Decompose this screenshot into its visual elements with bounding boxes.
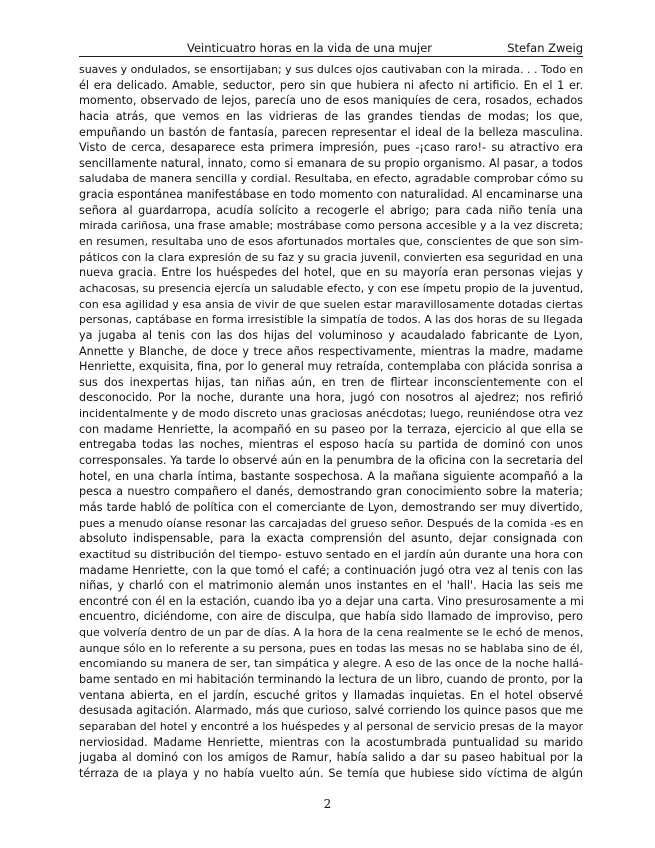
text-line: en resumen, resultaba uno de esos afortunados mortales que, conscientes de que son sim- xyxy=(79,235,584,249)
text-line: encomiando su manera de ser, tan simpática y alegre. A eso de las once de la noche hallá- xyxy=(79,657,584,671)
text-line: corresponsales. Ya tarde lo observé aún en la penumbra de la oficina con la secretaria del xyxy=(79,454,584,468)
text-line: mirada cariñosa, una frase amable; mostrábase como persona accesible y a la vez discreta; xyxy=(79,219,583,233)
text-line: sencillamente natural, innato, como si emanara de su propio organismo. Al pasar, a todos xyxy=(79,156,583,170)
text-line: bame sentado en mi habitación terminando la lectura de un libro, cuando de pronto, por la xyxy=(79,672,583,686)
text-line: él era delicado. Amable, seductor, pero sin que hubiera ni afecto ni artificio. En el 1 er. xyxy=(79,78,583,92)
text-line: más tarde habló de política con el comerciante de Lyon, demostrando ser muy divertido, xyxy=(79,500,583,514)
text-line: achacosas, su presencia ejercía un saludable efecto, y con ese ímpetu propio de la juventud, xyxy=(79,281,584,295)
text-line: hacia atrás, que vemos en las vidrieras de las grandes tiendas de modas; los que, xyxy=(79,109,583,123)
text-line: con esa agilidad y esa ansia de vivir de que suelen estar maravillosamente dotadas ciertas xyxy=(79,297,583,311)
body-paragraph xyxy=(79,62,583,781)
text-line: sus dos inexpertas hijas, tan niñas aún, en tren de flirtear inconscientemente con el xyxy=(79,375,583,389)
page-number: 2 xyxy=(323,797,332,811)
text-line: jugaba al dominó con los amigos de Ramur, había salido a dar su paseo habitual por la xyxy=(79,751,583,765)
running-header xyxy=(79,40,583,57)
text-line: ventana abierta, en el jardín, escuché gritos y llamadas inquietas. En el hotel observé xyxy=(79,688,583,702)
header-author: Stefan Zweig xyxy=(507,41,583,55)
text-line: con madame Henriette, la acompañó en su paseo por la terraza, ejercicio al que ella se xyxy=(79,422,583,436)
text-line: desconocido. Por la noche, durante una hora, jugó con nosotros al ajedrez; nos refirió xyxy=(79,391,583,405)
text-line: Henriette, exquisita, fina, por lo general muy retraída, contemplaba con plácida sonrisa a xyxy=(79,360,583,374)
text-line: térraza de ıa playa y no había vuelto aún. Se temía que hubiese sido víctima de algún xyxy=(79,766,583,780)
text-line: separaban del hotel y encontré a los huéspedes y al personal de servicio presas de la mayor xyxy=(79,719,583,733)
text-line: nerviosidad. Madame Henriette, mientras con la acostumbrada puntualidad su marido xyxy=(79,735,583,749)
text-line: entregaba todas las noches, mientras el esposo hacía su partida de dominó con unos xyxy=(79,438,583,452)
text-line: señora al guardarropa, acudía solícito a recogerle el abrigo; para cada niño tenía una xyxy=(79,203,583,217)
text-line: nueva gracia. Entre los huéspedes del hotel, que en su mayoría eran personas viejas y xyxy=(79,266,583,280)
text-line: personas, captábase en forma irresistible la simpatía de todos. A las dos horas de su llegada xyxy=(79,313,583,327)
text-line: madame Henriette, con la que tomó el café; a continuación jugó otra vez al tenis con las xyxy=(79,563,583,577)
text-line: absoluto indispensable, para la exacta comprensión del asunto, dejar consignada con xyxy=(79,532,583,546)
text-line: pues a menudo oíanse resonar las carcajadas del grueso señor. Después de la comida -es en xyxy=(79,516,584,530)
text-line: Visto de cerca, desaparece esta primera impresión, pues -¡caso raro!- su atractivo era xyxy=(79,141,583,155)
text-line: hotel, en una charla íntima, bastante sospechosa. A la mañana siguiente acompañó a la xyxy=(79,469,583,483)
text-line: encontré con él en la estación, cuando iba yo a dejar una carta. Vino presurosamente a mi xyxy=(79,594,584,608)
text-line: Annette y Blanche, de doce y trece años respectivamente, mientras la madre, madame xyxy=(79,344,583,358)
text-line: páticos con la clara expresión de su faz y su gracia juvenil, convierten esa seguridad en una xyxy=(79,250,583,264)
text-line: que volvería dentro de un par de días. A la hora de la cena realmente se le echó de menos, xyxy=(79,626,584,640)
header-title: Veinticuatro horas en la vida de una mujer xyxy=(187,41,433,55)
text-line: pesca a nuestro compañero el danés, demostrando gran conocimiento sobre la materia; xyxy=(79,485,583,499)
text-line: exactitud su distribución del tiempo- estuvo sentado en el jardín aún durante una hora con xyxy=(79,547,583,561)
text-line: encuentro, diciéndome, con aire de disculpa, que había sido llamado de improviso, pero xyxy=(79,610,583,624)
text-line: incidentalmente y de modo discreto unas graciosas anécdotas; luego, reuniéndose otra vez xyxy=(79,407,583,421)
text-line: niñas, y charló con el matrimonio alemán unos instantes en el 'hall'. Hacia las seis me xyxy=(79,579,583,593)
text-line: aunque sólo en lo referente a su persona, pues en todas las mesas no se hablaba sino de él, xyxy=(79,641,583,655)
text-line: empuñando un bastón de fantasía, parecen representar el ideal de la belleza masculina. xyxy=(79,125,583,139)
text-line: saludaba de manera sencilla y cordial. Resultaba, en efecto, agradable comprobar cómo su xyxy=(79,172,584,186)
text-line: momento, observado de lejos, parecía uno de esos maniquíes de cera, rosados, echados xyxy=(79,94,583,108)
text-line: gracia espontánea manifestábase en todo momento con naturalidad. Al encaminarse una xyxy=(79,188,583,202)
text-line: ya jugaba al tenis con las dos hijas del voluminoso y acaudalado fabricante de Lyon, xyxy=(79,328,583,342)
text-line: suaves y ondulados, se ensortijaban; y sus dulces ojos cautivaban con la mirada. . . Todo en xyxy=(79,63,584,76)
text-line: desusada agitación. Alarmado, más que curioso, salvé corriendo los quince pasos que me xyxy=(79,704,584,718)
